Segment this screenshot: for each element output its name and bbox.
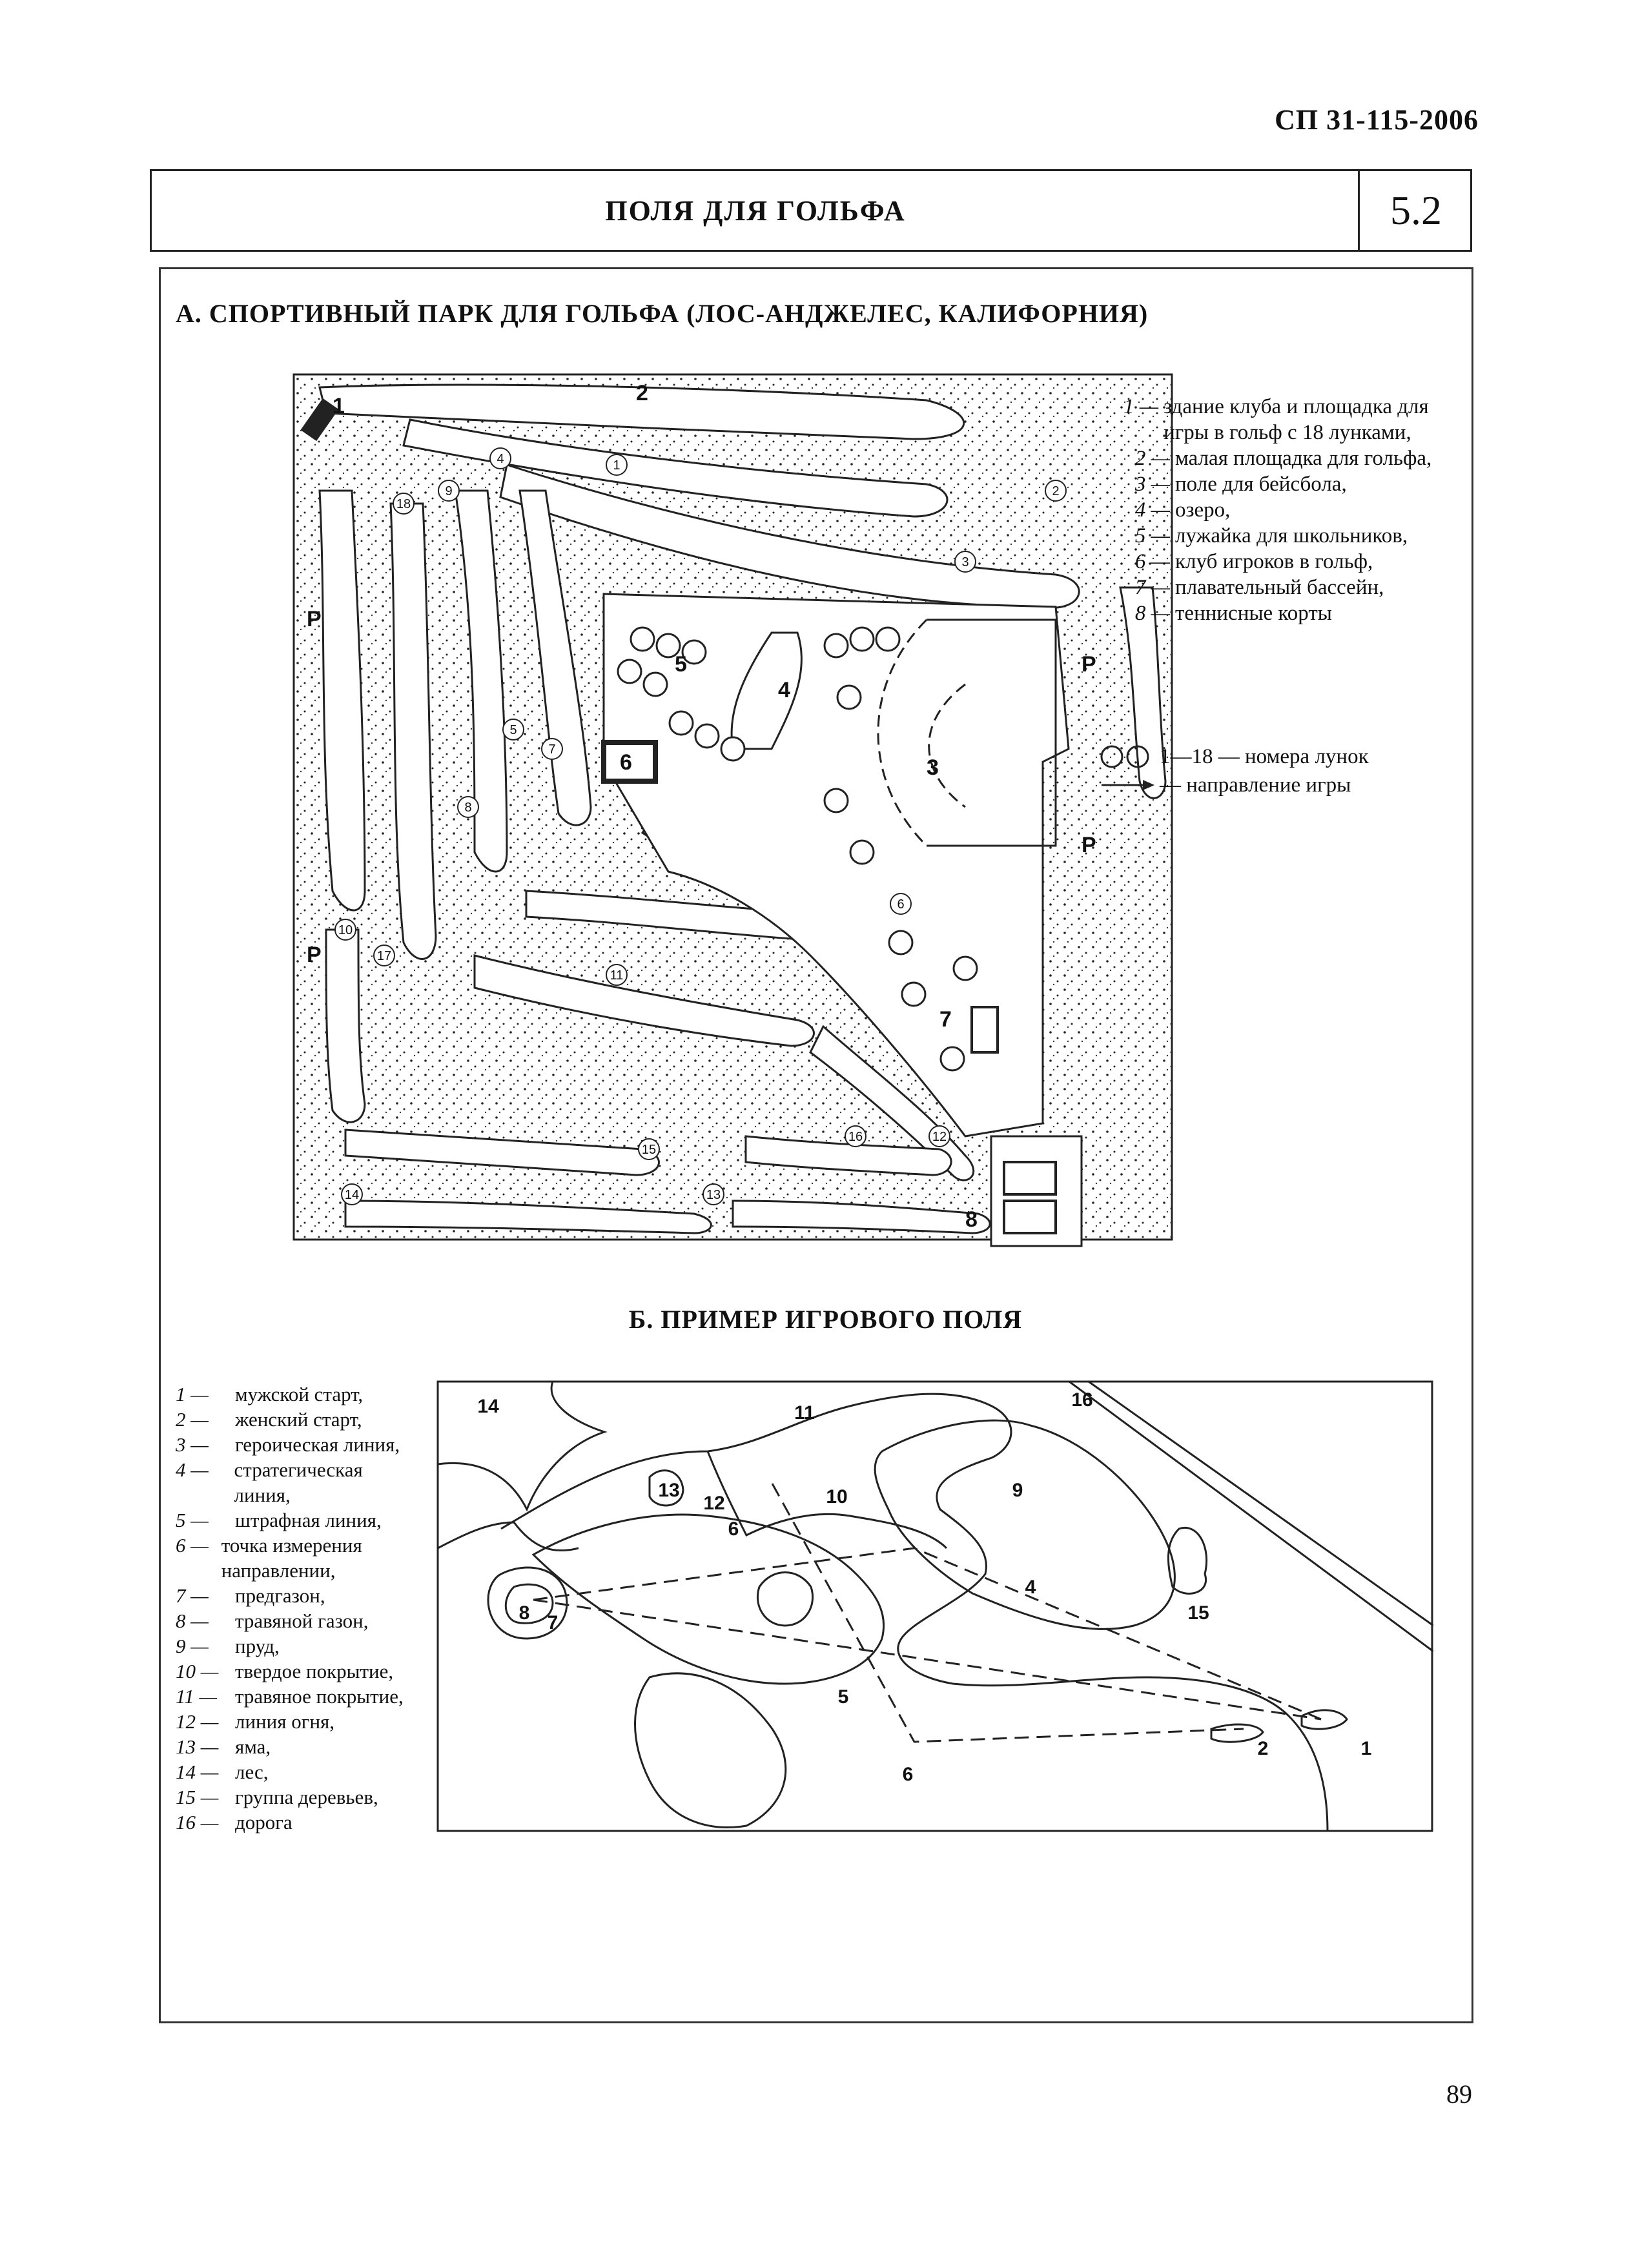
hole-marker xyxy=(335,919,356,940)
legend-item: 8 — травяной газон, xyxy=(176,1609,369,1632)
hole-marker xyxy=(458,797,478,817)
diagram-label: 6 xyxy=(728,1518,739,1540)
hole-marker xyxy=(374,945,395,966)
section-a-legend xyxy=(1123,394,1446,626)
svg-text:4: 4 xyxy=(497,452,504,466)
hole-marker xyxy=(703,1184,724,1205)
hole-marker xyxy=(955,551,976,572)
diagram-frame xyxy=(438,1382,1432,1831)
tennis-court xyxy=(1004,1201,1056,1233)
legend-item: 1 — здание клуба и площадка для игры в гольф с 18 лунками, xyxy=(1123,395,1429,444)
svg-text:8: 8 xyxy=(464,801,472,815)
svg-text:18: 18 xyxy=(396,497,411,511)
legend-item: 13 — яма, xyxy=(176,1735,271,1758)
diagram-label: 8 xyxy=(518,1602,530,1624)
legend-item: 7 — плавательный бассейн, xyxy=(1134,576,1384,599)
tree xyxy=(825,634,848,657)
diagram-label: 13 xyxy=(658,1480,680,1501)
hole-marker xyxy=(490,448,511,469)
svg-text:5: 5 xyxy=(509,723,517,737)
diagram-label: 7 xyxy=(547,1612,559,1633)
diagram-label: 15 xyxy=(1187,1602,1209,1624)
svg-text:9: 9 xyxy=(445,484,453,498)
map-label: 6 xyxy=(620,750,632,775)
hole-marker xyxy=(342,1184,362,1205)
map-label: P xyxy=(1082,652,1096,677)
legend-item: 4 — озеро, xyxy=(1134,498,1231,522)
map-label: P xyxy=(1082,833,1096,857)
tree xyxy=(954,957,977,980)
legend-item: 11 — травяное покрытие, xyxy=(176,1685,404,1708)
diagram-label: 9 xyxy=(1012,1480,1023,1501)
section-b-legend xyxy=(176,1382,421,1835)
legend-item: 1 — мужской старт, xyxy=(176,1383,364,1405)
svg-text:1: 1 xyxy=(613,458,620,473)
legend-item: 2 — малая площадка для гольфа, xyxy=(1134,447,1432,470)
tree xyxy=(695,724,719,748)
tree xyxy=(941,1047,964,1070)
diagram-label: 6 xyxy=(902,1764,914,1785)
map-label: 5 xyxy=(675,652,687,677)
svg-text:11: 11 xyxy=(610,968,624,983)
fairway xyxy=(326,930,365,1122)
hole-marker xyxy=(929,1126,950,1147)
hole-marker xyxy=(542,739,562,759)
tree xyxy=(631,628,654,651)
map-label: 8 xyxy=(965,1207,978,1232)
section-a-heading: А. СПОРТИВНЫЙ ПАРК ДЛЯ ГОЛЬФА (ЛОС-АНДЖЕЛЕС, КАЛИФОРНИЯ) xyxy=(176,299,1149,328)
map-label: P xyxy=(307,607,322,631)
map-label: 3 xyxy=(927,755,939,780)
hole-marker xyxy=(393,493,414,514)
symbol-legend xyxy=(1098,742,1459,799)
pool xyxy=(972,1007,998,1052)
svg-text:10: 10 xyxy=(338,923,353,937)
hole-marker xyxy=(639,1139,659,1160)
map-label: 1 xyxy=(333,394,345,418)
map-label: 4 xyxy=(778,678,790,702)
hole-marker xyxy=(606,455,627,475)
diagram-label: 16 xyxy=(1071,1389,1093,1411)
map-label: 7 xyxy=(939,1007,952,1032)
hole-marker xyxy=(1045,480,1066,501)
hole-marker xyxy=(438,480,459,501)
svg-text:13: 13 xyxy=(706,1188,721,1202)
map-label: P xyxy=(307,943,322,967)
diagram-label: 11 xyxy=(794,1402,815,1424)
diagram-label: 14 xyxy=(477,1396,499,1417)
tree xyxy=(825,789,848,812)
diagram-label: 1 xyxy=(1360,1738,1372,1759)
tree xyxy=(902,983,925,1006)
hole-marker xyxy=(503,719,524,740)
diagram-label: 2 xyxy=(1257,1738,1269,1759)
document-code: СП 31-115-2006 xyxy=(1275,104,1479,136)
section-number: 5.2 xyxy=(1358,171,1472,250)
tree xyxy=(889,931,912,954)
legend-item: 5 — штрафная линия, xyxy=(176,1509,382,1531)
tree xyxy=(721,737,744,761)
legend-item: 9 — пруд, xyxy=(176,1635,280,1657)
hole-circle-icon xyxy=(1098,744,1160,770)
direction-symbol-row: — направление игры xyxy=(1098,771,1459,799)
svg-text:15: 15 xyxy=(641,1143,657,1157)
legend-item: 2 — женский старт, xyxy=(176,1408,362,1431)
tree xyxy=(850,628,874,651)
legend-item: 5 — лужайка для школьников, xyxy=(1134,524,1408,547)
playing-field-diagram xyxy=(436,1380,1433,1832)
tree xyxy=(618,660,641,683)
svg-text:16: 16 xyxy=(848,1130,863,1144)
hole-marker xyxy=(845,1126,866,1147)
svg-text:12: 12 xyxy=(932,1130,947,1144)
tree xyxy=(837,686,861,709)
legend-item: 6 — точка измерения направлении, xyxy=(176,1534,362,1582)
svg-text:3: 3 xyxy=(961,555,969,569)
page-number: 89 xyxy=(1446,2079,1472,2109)
section-b-heading: Б. ПРИМЕР ИГРОВОГО ПОЛЯ xyxy=(628,1305,1023,1334)
page-title: ПОЛЯ ДЛЯ ГОЛЬФА xyxy=(605,194,906,227)
tree xyxy=(850,841,874,864)
legend-item: 3 — героическая линия, xyxy=(176,1433,400,1456)
legend-item: 7 — предгазон, xyxy=(176,1584,325,1607)
legend-item: 14 — лес, xyxy=(176,1761,269,1783)
diagram-label: 5 xyxy=(837,1686,849,1708)
svg-text:6: 6 xyxy=(897,897,905,912)
hole-marker xyxy=(606,965,627,985)
diagram-label: 4 xyxy=(1025,1577,1036,1598)
tree xyxy=(670,711,693,735)
legend-item: 6 — клуб игроков в гольф, xyxy=(1134,550,1373,573)
legend-item: 8 — теннисные корты xyxy=(1134,602,1332,625)
title-box xyxy=(150,169,1472,252)
tree xyxy=(644,673,667,696)
svg-text:14: 14 xyxy=(344,1188,360,1202)
arrow-right-icon xyxy=(1098,772,1160,798)
svg-text:7: 7 xyxy=(548,742,556,757)
svg-text:17: 17 xyxy=(376,949,392,963)
tree xyxy=(876,628,899,651)
legend-item: 15 — группа деревьев, xyxy=(176,1786,378,1808)
legend-item: 4 — стратегическая линия, xyxy=(176,1458,363,1506)
diagram-label: 10 xyxy=(826,1486,848,1507)
map-label: 2 xyxy=(636,381,648,405)
legend-item: 16 — дорога xyxy=(176,1811,292,1834)
svg-text:2: 2 xyxy=(1052,484,1060,498)
diagram-label: 12 xyxy=(703,1493,725,1514)
legend-item: 3 — поле для бейсбола, xyxy=(1134,473,1347,496)
legend-item: 10 — твердое покрытие, xyxy=(176,1660,394,1682)
legend-item: 12 — линия огня, xyxy=(176,1710,335,1733)
tennis-court xyxy=(1004,1162,1056,1194)
hole-marker xyxy=(890,894,911,914)
hole-symbol-row: 1—18 — номера лунок xyxy=(1098,742,1459,771)
